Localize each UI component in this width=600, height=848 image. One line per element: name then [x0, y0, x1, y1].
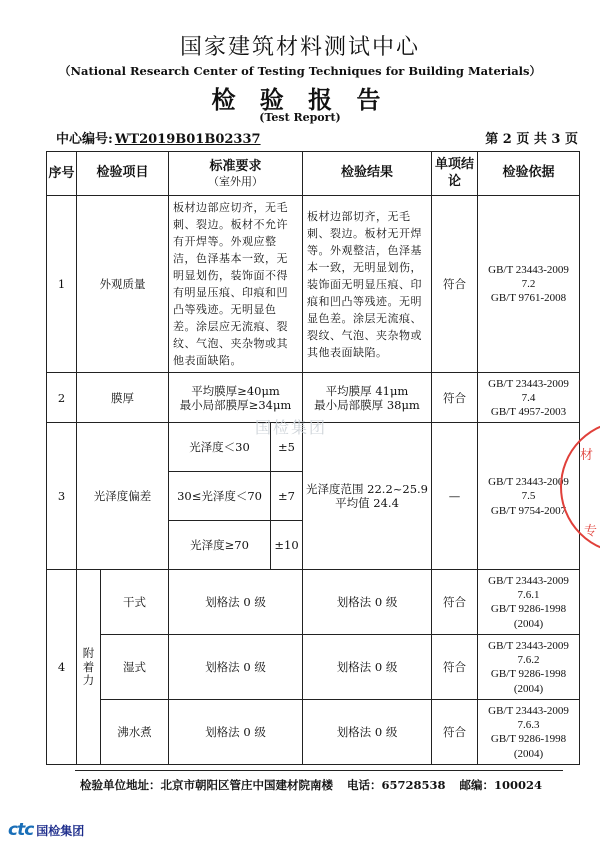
basis-line: GB/T 9761-2008	[490, 292, 567, 305]
report-title-en: (Test Report)	[259, 111, 341, 124]
phone-label: 电话：	[347, 778, 382, 792]
ctc-logo-mark: ctc	[8, 820, 34, 840]
gloss-tolerance: ±10	[271, 521, 303, 570]
ctc-logo-name: 国检集团	[36, 824, 85, 838]
row-item: 光泽度偏差	[77, 423, 169, 570]
page-number: 第 2 页 共 3 页	[485, 132, 578, 147]
zip-label: 邮编：	[459, 778, 495, 792]
header-conclusion: 单项结论	[432, 152, 478, 196]
row-item: 外观质量	[77, 196, 169, 373]
basis-line: 7.6.3	[517, 719, 540, 732]
center-number	[56, 128, 261, 147]
gloss-range: 光泽度＜30	[169, 423, 271, 472]
basis-line: GB/T 9286-1998	[490, 603, 567, 616]
header-result: 检验结果	[303, 152, 432, 196]
basis-line: 7.2	[521, 278, 536, 291]
footer-divider	[75, 770, 563, 771]
seal-text-bottom: 专	[584, 524, 598, 539]
basis-line: GB/T 23443-2009	[488, 575, 569, 588]
row-conclusion: 符合	[432, 570, 478, 635]
center-number-label: 中心编号:	[56, 132, 113, 147]
row-standard: 板材边部应切齐，无毛刺、裂边。板材不允许有开焊等。外观应整洁，色泽基本一致，无明显划伤，装饰面不得有明显压痕、印痕和凹凸等残迹。无明显色差。涂层应无流痕、裂纹、气泡、夹杂物或其他表面缺陷。	[169, 196, 303, 373]
phone-value: 65728538	[381, 778, 446, 792]
test-results-table	[46, 151, 580, 765]
table-row	[47, 196, 580, 373]
gloss-tolerance: ±7	[271, 472, 303, 521]
basis-line: GB/T 9286-1998	[490, 733, 567, 746]
result-line: 平均值 24.4	[335, 496, 399, 511]
basis-line: 7.6.2	[517, 654, 540, 667]
row-standard: 划格法 0 级	[169, 570, 303, 635]
row-no: 1	[47, 196, 77, 373]
row-no: 4	[47, 570, 77, 765]
standard-line: 最小局部膜厚≥34μm	[179, 397, 292, 412]
sub-item: 湿式	[101, 635, 169, 700]
result-line: 光泽度范围 22.2~25.9	[306, 482, 429, 497]
row-result: 划格法 0 级	[303, 635, 432, 700]
ctc-logo	[8, 820, 84, 840]
table-header-row	[47, 152, 580, 196]
row-no: 2	[47, 373, 77, 423]
basis-line: 7.6.1	[517, 589, 540, 602]
row-item: 膜厚	[77, 373, 169, 423]
result-line: 平均膜厚 41μm	[325, 383, 409, 398]
header-standard	[169, 152, 303, 196]
sub-item: 干式	[101, 570, 169, 635]
row-item-text: 附着力	[82, 645, 95, 688]
row-result: 划格法 0 级	[303, 570, 432, 635]
row-conclusion: —	[432, 423, 478, 570]
seal-text-top: 材	[580, 448, 594, 463]
basis-line: GB/T 23443-2009	[488, 476, 569, 489]
row-conclusion: 符合	[432, 635, 478, 700]
row-basis	[478, 373, 580, 423]
footer-address	[80, 777, 542, 793]
basis-line: GB/T 9286-1998	[490, 668, 567, 681]
row-no: 3	[47, 423, 77, 570]
basis-line: (2004)	[513, 747, 544, 760]
row-standard: 划格法 0 级	[169, 700, 303, 765]
basis-line: (2004)	[513, 682, 544, 695]
header-standard-sub: （室外用）	[208, 174, 264, 188]
org-name-en: （National Research Center of Testing Techniques for Building Materials）	[59, 64, 541, 78]
table-row	[47, 635, 580, 700]
row-conclusion: 符合	[432, 373, 478, 423]
sub-item: 沸水煮	[101, 700, 169, 765]
row-standard: 划格法 0 级	[169, 635, 303, 700]
row-conclusion: 符合	[432, 700, 478, 765]
row-conclusion: 符合	[432, 196, 478, 373]
table-row	[47, 700, 580, 765]
header-item: 检验项目	[77, 152, 169, 196]
header-no: 序号	[47, 152, 77, 196]
basis-line: GB/T 9754-2007	[490, 504, 567, 517]
basis-line: 7.4	[521, 391, 536, 404]
gloss-tolerance: ±5	[271, 423, 303, 472]
row-basis	[478, 635, 580, 700]
row-result	[303, 423, 432, 570]
table-row	[47, 570, 580, 635]
basis-line: GB/T 4957-2003	[490, 406, 567, 418]
org-name-cn: 国家建筑材料测试中心	[179, 35, 420, 60]
report-title-cn: 检 验 报 告	[211, 85, 389, 114]
header-standard-label: 标准要求	[209, 158, 262, 174]
row-basis	[478, 700, 580, 765]
standard-line: 平均膜厚≥40μm	[191, 383, 280, 398]
address-value: 北京市朝阳区管庄中国建材院南楼	[160, 778, 333, 792]
row-result: 划格法 0 级	[303, 700, 432, 765]
header-basis: 检验依据	[478, 152, 580, 196]
basis-line: (2004)	[513, 617, 544, 630]
gloss-range: 30≤光泽度＜70	[169, 472, 271, 521]
address-label: 检验单位地址：	[80, 778, 161, 792]
row-item	[77, 570, 101, 765]
row-result: 板材边部切齐，无毛刺、裂边。板材无开焊等。外观整洁，色泽基本一致，无明显划伤，装饰面无明显压痕、印痕和凹凸等残迹。无明显色差。涂层无流痕、裂纹、气泡、夹杂物或其他表面缺陷。	[303, 196, 432, 373]
center-number-value: WT2019B01B02337	[114, 132, 261, 147]
zip-value: 100024	[494, 778, 543, 792]
basis-line: 7.5	[521, 490, 536, 503]
basis-line: GB/T 23443-2009	[488, 264, 569, 277]
basis-line: GB/T 23443-2009	[488, 640, 569, 653]
gloss-range: 光泽度≥70	[169, 521, 271, 570]
basis-line: GB/T 23443-2009	[488, 377, 569, 390]
basis-line: GB/T 23443-2009	[488, 705, 569, 718]
row-basis	[478, 570, 580, 635]
row-basis	[478, 196, 580, 373]
watermark: 国检集团	[255, 418, 328, 437]
result-line: 最小局部膜厚 38μm	[314, 397, 420, 412]
